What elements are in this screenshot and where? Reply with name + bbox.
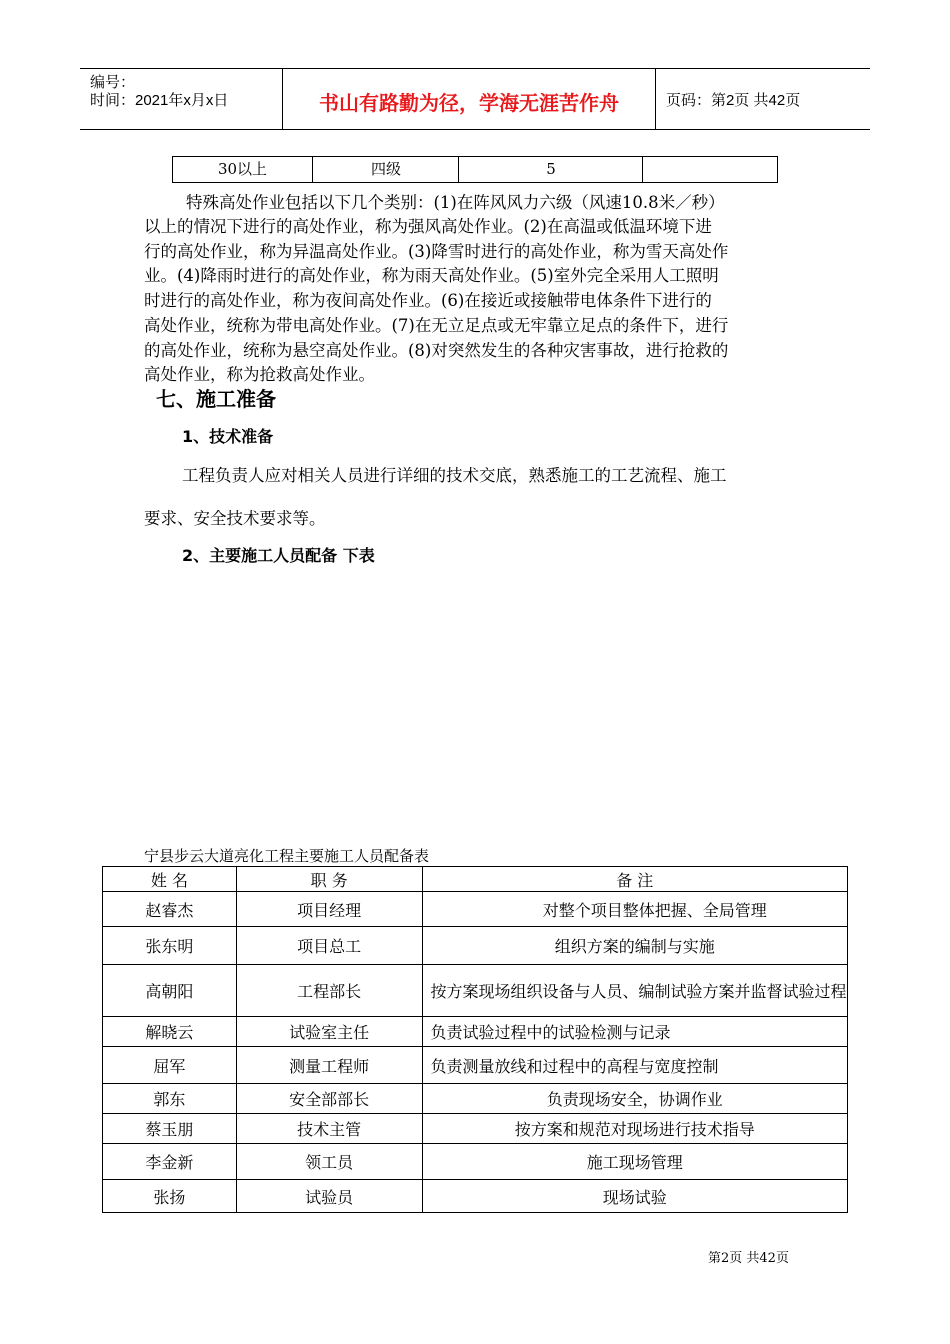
staff-role: 试验室主任: [236, 1017, 422, 1047]
tech-paragraph-line: 要求、安全技术要求等。: [144, 509, 326, 528]
paragraph-line: 以上的情况下进行的高处作业，称为强风高处作业。(2)在高温或低温环境下进: [144, 217, 712, 236]
paragraph-line: 特殊高处作业包括以下几个类别：(1)在阵风风力六级（风速10.8米／秒）: [186, 193, 725, 212]
staff-name: 屈军: [103, 1047, 237, 1084]
staff-name: 李金新: [103, 1144, 237, 1180]
staff-name: 郭东: [103, 1084, 237, 1114]
document-code-label: 编号：: [90, 74, 136, 91]
header-name: 姓 名: [103, 867, 237, 892]
staff-note: 施工现场管理: [422, 1144, 847, 1180]
staff-role: 工程部长: [236, 965, 422, 1017]
header-role: 职 务: [236, 867, 422, 892]
staff-name: 张扬: [103, 1180, 237, 1213]
section-title: 七、施工准备: [156, 387, 276, 411]
staff-role: 安全部部长: [236, 1084, 422, 1114]
table-row: [103, 1017, 848, 1047]
paragraph-line: 的高处作业，统称为悬空高处作业。(8)对突然发生的各种灾害事故，进行抢救的: [144, 341, 729, 360]
staff-name: 蔡玉朋: [103, 1114, 237, 1144]
tech-paragraph-line: 工程负责人应对相关人员进行详细的技术交底，熟悉施工的工艺流程、施工: [182, 466, 727, 485]
page-footer: 第2页 共42页: [708, 1251, 789, 1266]
personnel-table: [102, 866, 848, 1213]
staff-role: 项目总工: [236, 927, 422, 965]
staff-role: 技术主管: [236, 1114, 422, 1144]
level-cell-height: 30以上: [217, 160, 268, 178]
level-cell-value: 5: [458, 157, 643, 182]
header-note: 备 注: [422, 867, 847, 892]
staff-role: 项目经理: [236, 892, 422, 927]
staff-role: 试验员: [236, 1180, 422, 1213]
table-row: [103, 1047, 848, 1084]
paragraph-line: 行的高处作业，称为异温高处作业。(3)降雪时进行的高处作业，称为雪天高处作: [144, 242, 729, 261]
staff-role: 测量工程师: [236, 1047, 422, 1084]
staff-note: 对整个项目整体把握、全局管理: [422, 892, 847, 927]
staff-note: 按方案现场组织设备与人员、编制试验方案并监督试验过程: [422, 965, 847, 1017]
table-row: [103, 927, 848, 965]
subsection-title-staff: 2、主要施工人员配备 下表: [182, 546, 375, 565]
staff-name: 赵睿杰: [103, 892, 237, 927]
table-header-row: [103, 867, 848, 892]
header-motto: 书山有路勤为径，学海无涯苦作舟: [319, 91, 619, 115]
table-row: [103, 965, 848, 1017]
staff-name: 高朝阳: [103, 965, 237, 1017]
table-row: [103, 1084, 848, 1114]
staff-note: 组织方案的编制与实施: [422, 927, 847, 965]
table-row: [103, 892, 848, 927]
subsection-title-tech: 1、技术准备: [182, 427, 274, 446]
personnel-table-caption: 宁县步云大道亮化工程主要施工人员配备表: [144, 847, 430, 865]
table-row: [103, 1180, 848, 1213]
header-right-cell: [656, 69, 870, 129]
paragraph-line: 时进行的高处作业，称为夜间高处作业。(6)在接近或接触带电体条件下进行的: [144, 291, 712, 310]
staff-name: 解晓云: [103, 1017, 237, 1047]
paragraph-line: 高处作业，统称为带电高处作业。(7)在无立足点或无牢靠立足点的条件下，进行: [144, 316, 729, 335]
staff-note: 现场试验: [422, 1180, 847, 1213]
level-table-row: [172, 156, 778, 183]
level-cell-grade: 四级: [312, 157, 459, 182]
staff-note: 负责试验过程中的试验检测与记录: [422, 1017, 847, 1047]
staff-note: 按方案和规范对现场进行技术指导: [422, 1114, 847, 1144]
paragraph-line: 业。(4)降雨时进行的高处作业，称为雨天高处作业。(5)室外完全采用人工照明: [144, 266, 719, 285]
paragraph-line: 高处作业，称为抢救高处作业。: [144, 365, 375, 384]
header-left-cell: [80, 69, 282, 129]
header-page-label: 页码：第2页 共42页: [666, 92, 801, 109]
header-center-cell: [282, 69, 656, 129]
level-cell-empty: [642, 157, 778, 182]
staff-note: 负责测量放线和过程中的高程与宽度控制: [422, 1047, 847, 1084]
staff-role: 领工员: [236, 1144, 422, 1180]
table-row: [103, 1144, 848, 1180]
page-header: [80, 68, 870, 130]
document-time-label: 时间：2021年x月x日: [90, 92, 229, 109]
staff-note: 负责现场安全，协调作业: [422, 1084, 847, 1114]
table-row: [103, 1114, 848, 1144]
staff-name: 张东明: [103, 927, 237, 965]
